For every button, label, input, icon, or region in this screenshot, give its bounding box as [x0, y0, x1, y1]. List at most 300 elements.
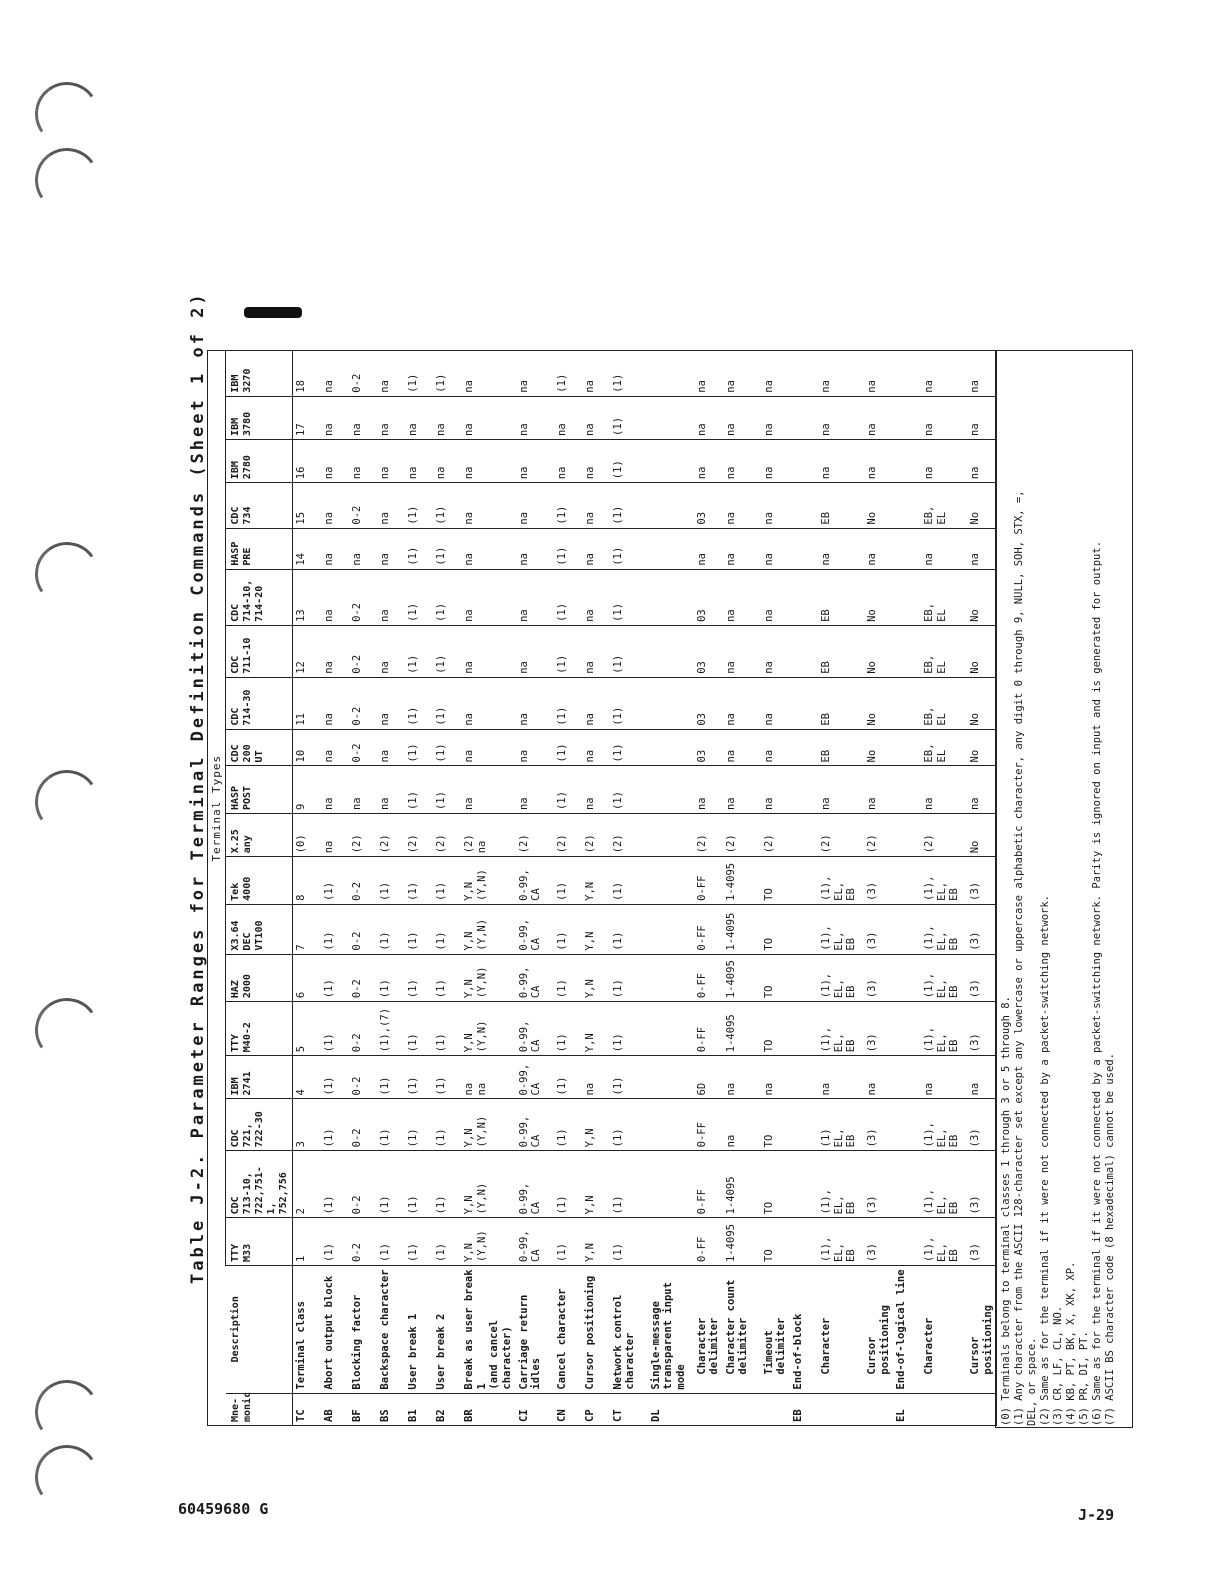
table-cell: na: [761, 351, 790, 397]
table-cell: (1): [321, 1099, 349, 1151]
row-mnemonic: CN: [555, 1409, 568, 1422]
row-description: Timeout delimiter: [761, 1265, 790, 1393]
table-cell: (1): [554, 1151, 582, 1218]
row-description: Network control character: [610, 1265, 648, 1393]
terminal-header-18: IBM 3780: [226, 396, 293, 439]
terminal-header-10: HASP POST: [226, 766, 293, 814]
table-cell: 03: [694, 677, 723, 729]
table-cell: [790, 1002, 818, 1056]
table-cell: 17: [293, 396, 322, 439]
table-cell: 0-99, CA: [516, 1056, 554, 1099]
row-mnemonic: TC: [295, 1409, 308, 1422]
table-cell: [893, 528, 921, 569]
row-mnemonic: [864, 1393, 893, 1425]
row-description: Character delimiter: [694, 1265, 723, 1393]
table-cell: (3): [864, 1151, 893, 1218]
table-cell: (1): [554, 483, 582, 528]
table-cell: na: [377, 483, 405, 528]
table-cell: (1), EL, EB: [818, 904, 864, 954]
table-cell: Y,N (Y,N): [461, 1218, 515, 1266]
table-cell: 0-2: [349, 857, 377, 905]
table-cell: [893, 483, 921, 528]
table-cell: (1): [610, 396, 648, 439]
table-cell: (3): [864, 1002, 893, 1056]
footnote: (4) KB, PT, BK, X, XK, XP.: [1065, 1261, 1077, 1426]
table-row: [694, 351, 723, 1426]
table-cell: [790, 904, 818, 954]
table-cell: EB: [818, 625, 864, 677]
table-cell: (1): [554, 857, 582, 905]
table-cell: 0-FF: [694, 1002, 723, 1056]
table-cell: (3): [967, 954, 997, 1002]
table-cell: na: [377, 396, 405, 439]
table-cell: 0-FF: [694, 1099, 723, 1151]
table-cell: [648, 766, 694, 814]
table-cell: na: [461, 625, 515, 677]
table-cell: (1): [433, 1218, 461, 1266]
table-cell: (2): [516, 814, 554, 857]
table-cell: na: [723, 351, 761, 397]
footnote: (2) Same as for the terminal if it were not connected by a packet-switching network.: [1039, 894, 1051, 1426]
table-cell: 03: [694, 729, 723, 766]
table-cell: [790, 625, 818, 677]
table-cell: na: [864, 1056, 893, 1099]
table-cell: na: [321, 569, 349, 625]
table-cell: na: [377, 569, 405, 625]
row-description: Cursor positioning: [967, 1265, 997, 1393]
row-description: Blocking factor: [349, 1265, 377, 1393]
table-cell: (1): [377, 1218, 405, 1266]
table-cell: (1): [433, 904, 461, 954]
table-cell: 03: [694, 483, 723, 528]
table-row: [321, 351, 349, 1426]
table-cell: (2): [554, 814, 582, 857]
table-cell: (1): [377, 1056, 405, 1099]
table-cell: (1): [610, 677, 648, 729]
table-cell: 12: [293, 625, 322, 677]
table-cell: 15: [293, 483, 322, 528]
table-cell: (1): [554, 528, 582, 569]
table-cell: na: [516, 766, 554, 814]
terminal-header-19: IBM 3270: [226, 351, 293, 397]
table-cell: 0-2: [349, 483, 377, 528]
table-cell: EB: [818, 729, 864, 766]
table-cell: (3): [864, 954, 893, 1002]
row-description: User break 2: [433, 1265, 461, 1393]
table-cell: na: [461, 569, 515, 625]
footnote: (7) ASCII BS character code (8 hexadecimal) cannot be used.: [1104, 1053, 1116, 1426]
table-cell: na: [921, 528, 967, 569]
table-cell: TO: [761, 954, 790, 1002]
table-cell: na: [694, 766, 723, 814]
table-cell: No: [967, 625, 997, 677]
table-cell: na: [582, 766, 610, 814]
terminal-header-17: IBM 2780: [226, 439, 293, 482]
table-cell: (1): [405, 677, 433, 729]
table-cell: (1): [405, 1002, 433, 1056]
table-cell: (1): [610, 351, 648, 397]
table-cell: [648, 904, 694, 954]
table-cell: (1), EL, EB: [818, 1218, 864, 1266]
table-row: [790, 351, 818, 1426]
terminal-header-4: IBM 2741: [226, 1056, 293, 1099]
row-description: Terminal class: [293, 1265, 322, 1393]
table-cell: (1): [321, 904, 349, 954]
table-cell: (1): [377, 1099, 405, 1151]
row-mnemonic: [967, 1393, 997, 1425]
row-description: Break as user break 1 (and cancel character): [461, 1265, 515, 1393]
table-cell: (2): [433, 814, 461, 857]
table-cell: Y,N (Y,N): [461, 1002, 515, 1056]
table-cell: 0-99, CA: [516, 1151, 554, 1218]
parameter-table-container: [207, 350, 1131, 1426]
table-cell: (1): [405, 1151, 433, 1218]
row-description: Cursor positioning: [582, 1265, 610, 1393]
table-cell: 6D: [694, 1056, 723, 1099]
table-cell: na: [321, 396, 349, 439]
table-cell: 6: [293, 954, 322, 1002]
table-cell: Y,N: [582, 1218, 610, 1266]
table-cell: na: [516, 396, 554, 439]
table-cell: No: [967, 814, 997, 857]
table-cell: (1): [610, 1151, 648, 1218]
table-cell: na: [582, 729, 610, 766]
table-cell: na: [967, 766, 997, 814]
table-cell: (2): [582, 814, 610, 857]
table-cell: na: [967, 439, 997, 482]
table-cell: 0-2: [349, 1218, 377, 1266]
terminal-header-12: CDC 714-30: [226, 677, 293, 729]
row-mnemonic: [723, 1393, 761, 1425]
terminal-header-7: X3.64 DEC VT100: [226, 904, 293, 954]
table-cell: [648, 677, 694, 729]
table-cell: na: [349, 766, 377, 814]
table-cell: (2): [761, 814, 790, 857]
table-cell: na: [516, 625, 554, 677]
table-cell: na: [864, 528, 893, 569]
table-cell: 14: [293, 528, 322, 569]
table-cell: 03: [694, 625, 723, 677]
table-cell: na: [818, 1056, 864, 1099]
table-cell: No: [864, 483, 893, 528]
table-cell: (1): [405, 1056, 433, 1099]
table-cell: [893, 677, 921, 729]
table-cell: (1): [433, 729, 461, 766]
table-cell: 0-99, CA: [516, 1218, 554, 1266]
table-cell: na: [516, 729, 554, 766]
table-cell: (1): [405, 904, 433, 954]
table-cell: (1): [610, 439, 648, 482]
table-cell: na: [761, 766, 790, 814]
table-cell: (1): [377, 904, 405, 954]
table-cell: [893, 1218, 921, 1266]
table-cell: 0-99, CA: [516, 1099, 554, 1151]
table-cell: (1): [433, 528, 461, 569]
table-cell: [893, 766, 921, 814]
table-cell: (1): [610, 729, 648, 766]
table-cell: 0-2: [349, 954, 377, 1002]
table-cell: (1): [554, 766, 582, 814]
table-cell: [893, 1056, 921, 1099]
row-mnemonic: EL: [895, 1409, 908, 1422]
table-cell: (1): [610, 954, 648, 1002]
table-cell: [648, 954, 694, 1002]
table-cell: [790, 677, 818, 729]
table-cell: na: [321, 528, 349, 569]
table-cell: 18: [293, 351, 322, 397]
table-cell: (1): [554, 625, 582, 677]
binder-hole-1: [30, 77, 104, 151]
table-cell: (2) na: [461, 814, 515, 857]
table-cell: [893, 439, 921, 482]
table-cell: na: [967, 396, 997, 439]
table-cell: (1): [433, 569, 461, 625]
table-cell: na: [818, 528, 864, 569]
table-cell: (1), EL, EB: [921, 1151, 967, 1218]
table-row: [648, 351, 694, 1426]
table-cell: (1): [554, 1099, 582, 1151]
table-row: [554, 351, 582, 1426]
table-cell: (1): [377, 857, 405, 905]
table-cell: (3): [967, 1099, 997, 1151]
table-cell: 16: [293, 439, 322, 482]
table-cell: (1): [405, 857, 433, 905]
row-description: Single-message transparent input mode: [648, 1265, 694, 1393]
table-cell: [893, 1002, 921, 1056]
table-cell: (1): [554, 1056, 582, 1099]
table-cell: 8: [293, 857, 322, 905]
table-cell: 0-2: [349, 1151, 377, 1218]
table-cell: EB, EL: [921, 483, 967, 528]
table-cell: (2): [610, 814, 648, 857]
table-cell: (3): [967, 1218, 997, 1266]
table-cell: Y,N: [582, 904, 610, 954]
table-cell: (1): [433, 483, 461, 528]
table-cell: 0-99, CA: [516, 857, 554, 905]
footnote: (0) Terminals belong to terminal classes 1 through 3 or 5 through 8.: [1000, 996, 1012, 1426]
table-row: [967, 351, 997, 1426]
table-cell: (3): [967, 857, 997, 905]
table-cell: na: [921, 396, 967, 439]
terminal-header-5: TTY M40-2: [226, 1002, 293, 1056]
terminal-types-header: Terminal Types: [208, 351, 226, 1266]
table-row: [818, 351, 864, 1426]
table-cell: na: [377, 351, 405, 397]
table-cell: na: [433, 396, 461, 439]
table-cell: [893, 904, 921, 954]
change-bar-mark: [244, 307, 302, 318]
terminal-header-13: CDC 711-10: [226, 625, 293, 677]
table-cell: na: [694, 439, 723, 482]
table-cell: [790, 439, 818, 482]
table-cell: (1): [554, 729, 582, 766]
table-cell: 0-FF: [694, 1218, 723, 1266]
table-cell: (1): [433, 1099, 461, 1151]
table-cell: na: [723, 483, 761, 528]
table-cell: 0-99, CA: [516, 904, 554, 954]
table-cell: Y,N: [582, 857, 610, 905]
table-cell: 0-FF: [694, 1151, 723, 1218]
table-cell: (2): [723, 814, 761, 857]
footnote: (1) Any character from the ASCII 128-character set except any lowercase or uppercase alphabetic character, any digit 0 through 9, NULL, SOH, STX, =,: [1013, 490, 1025, 1426]
table-cell: na: [377, 625, 405, 677]
table-cell: Y,N (Y,N): [461, 1099, 515, 1151]
table-cell: na: [377, 729, 405, 766]
table-cell: [790, 483, 818, 528]
table-cell: (1): [405, 1218, 433, 1266]
table-cell: (1): [405, 351, 433, 397]
table-cell: (1): [377, 1151, 405, 1218]
table-cell: (1): [554, 351, 582, 397]
table-cell: na: [516, 439, 554, 482]
table-cell: na: [461, 766, 515, 814]
table-cell: Y,N: [582, 1151, 610, 1218]
table-cell: 0-2: [349, 677, 377, 729]
terminal-header-6: HAZ 2000: [226, 954, 293, 1002]
terminal-header-16: CDC 734: [226, 483, 293, 528]
table-cell: [790, 1151, 818, 1218]
table-cell: [893, 625, 921, 677]
table-cell: (1), EL, EB: [818, 857, 864, 905]
table-cell: na: [967, 1056, 997, 1099]
table-cell: (1), EL, EB: [921, 904, 967, 954]
table-cell: 0-FF: [694, 904, 723, 954]
table-cell: TO: [761, 1218, 790, 1266]
table-cell: (1): [433, 857, 461, 905]
table-cell: 0-2: [349, 904, 377, 954]
row-description: User break 1: [405, 1265, 433, 1393]
table-cell: (1): [433, 1002, 461, 1056]
table-cell: na: [723, 396, 761, 439]
table-cell: Y,N: [582, 1099, 610, 1151]
footnote: (6) Same as for the terminal if it were not connected by a packet-switching network. Parity is ignored on input and is generated for output.: [1091, 540, 1103, 1426]
table-cell: (1): [377, 954, 405, 1002]
header-spacer-mnemonic: [208, 1393, 226, 1425]
table-cell: (1): [610, 766, 648, 814]
table-cell: 3: [293, 1099, 322, 1151]
table-cell: na: [723, 625, 761, 677]
table-cell: na: [321, 439, 349, 482]
table-cell: No: [967, 569, 997, 625]
table-cell: 0-2: [349, 351, 377, 397]
row-mnemonic: EB: [791, 1409, 804, 1422]
table-cell: na: [405, 439, 433, 482]
table-cell: (1): [405, 954, 433, 1002]
table-cell: na: [433, 439, 461, 482]
table-cell: [893, 729, 921, 766]
table-cell: [648, 625, 694, 677]
table-row: [461, 351, 515, 1426]
table-cell: na: [921, 1056, 967, 1099]
table-cell: na: [321, 483, 349, 528]
table-cell: na: [582, 483, 610, 528]
row-description: Character: [818, 1265, 864, 1393]
table-cell: na: [694, 351, 723, 397]
table-cell: [790, 351, 818, 397]
table-cell: na: [723, 569, 761, 625]
table-cell: (1): [405, 483, 433, 528]
table-cell: [893, 814, 921, 857]
table-cell: (2): [349, 814, 377, 857]
table-cell: [893, 1099, 921, 1151]
table-cell: (1): [610, 904, 648, 954]
table-cell: na: [864, 766, 893, 814]
table-cell: [648, 483, 694, 528]
table-cell: (2): [864, 814, 893, 857]
table-row: [405, 351, 433, 1426]
table-cell: (1): [405, 729, 433, 766]
table-cell: na: [516, 528, 554, 569]
table-cell: (1) EL, EB: [818, 1099, 864, 1151]
document-number: 60459680 G: [178, 1500, 269, 1518]
row-mnemonic: CI: [517, 1409, 530, 1422]
table-cell: (1): [554, 904, 582, 954]
table-cell: (3): [967, 904, 997, 954]
table-cell: na: [864, 439, 893, 482]
table-cell: 13: [293, 569, 322, 625]
binder-hole-5: [30, 993, 104, 1067]
table-cell: (3): [967, 1002, 997, 1056]
table-cell: na: [818, 766, 864, 814]
table-cell: na: [761, 396, 790, 439]
table-cell: EB: [818, 569, 864, 625]
table-cell: (3): [864, 904, 893, 954]
table-cell: 1-4095: [723, 1151, 761, 1218]
table-cell: [648, 729, 694, 766]
terminal-header-9: X.25 any: [226, 814, 293, 857]
row-description: Cursor positioning: [864, 1265, 893, 1393]
table-cell: na: [321, 625, 349, 677]
table-cell: [790, 569, 818, 625]
table-cell: 4: [293, 1056, 322, 1099]
table-cell: (1): [433, 677, 461, 729]
table-cell: Y,N (Y,N): [461, 857, 515, 905]
table-cell: [648, 351, 694, 397]
table-cell: na: [516, 351, 554, 397]
table-cell: 1-4095: [723, 904, 761, 954]
table-cell: na: [761, 528, 790, 569]
description-header: Description: [226, 1265, 293, 1393]
table-row: [761, 351, 790, 1426]
binder-hole-2: [30, 143, 104, 217]
table-cell: na: [723, 677, 761, 729]
terminal-header-2: CDC 713-10, 722,751-1, 752,756: [226, 1151, 293, 1218]
table-cell: (1), EL, EB: [921, 857, 967, 905]
table-cell: (1): [610, 569, 648, 625]
table-cell: na: [461, 351, 515, 397]
table-cell: (1): [610, 625, 648, 677]
table-cell: (1): [405, 766, 433, 814]
table-body: [293, 351, 997, 1426]
table-cell: 0-99, CA: [516, 1002, 554, 1056]
table-cell: na: [864, 396, 893, 439]
table-cell: TO: [761, 904, 790, 954]
table-cell: EB, EL: [921, 569, 967, 625]
table-cell: (1), EL, EB: [921, 954, 967, 1002]
table-cell: na: [967, 351, 997, 397]
table-cell: (1): [554, 677, 582, 729]
table-cell: [790, 396, 818, 439]
table-cell: na: [349, 528, 377, 569]
table-cell: EB: [818, 677, 864, 729]
table-cell: 1-4095: [723, 857, 761, 905]
table-cell: (1), EL, EB: [921, 1218, 967, 1266]
table-cell: EB, EL: [921, 677, 967, 729]
table-cell: (3): [864, 1099, 893, 1151]
table-cell: [893, 396, 921, 439]
table-row: [723, 351, 761, 1426]
table-cell: na: [921, 351, 967, 397]
